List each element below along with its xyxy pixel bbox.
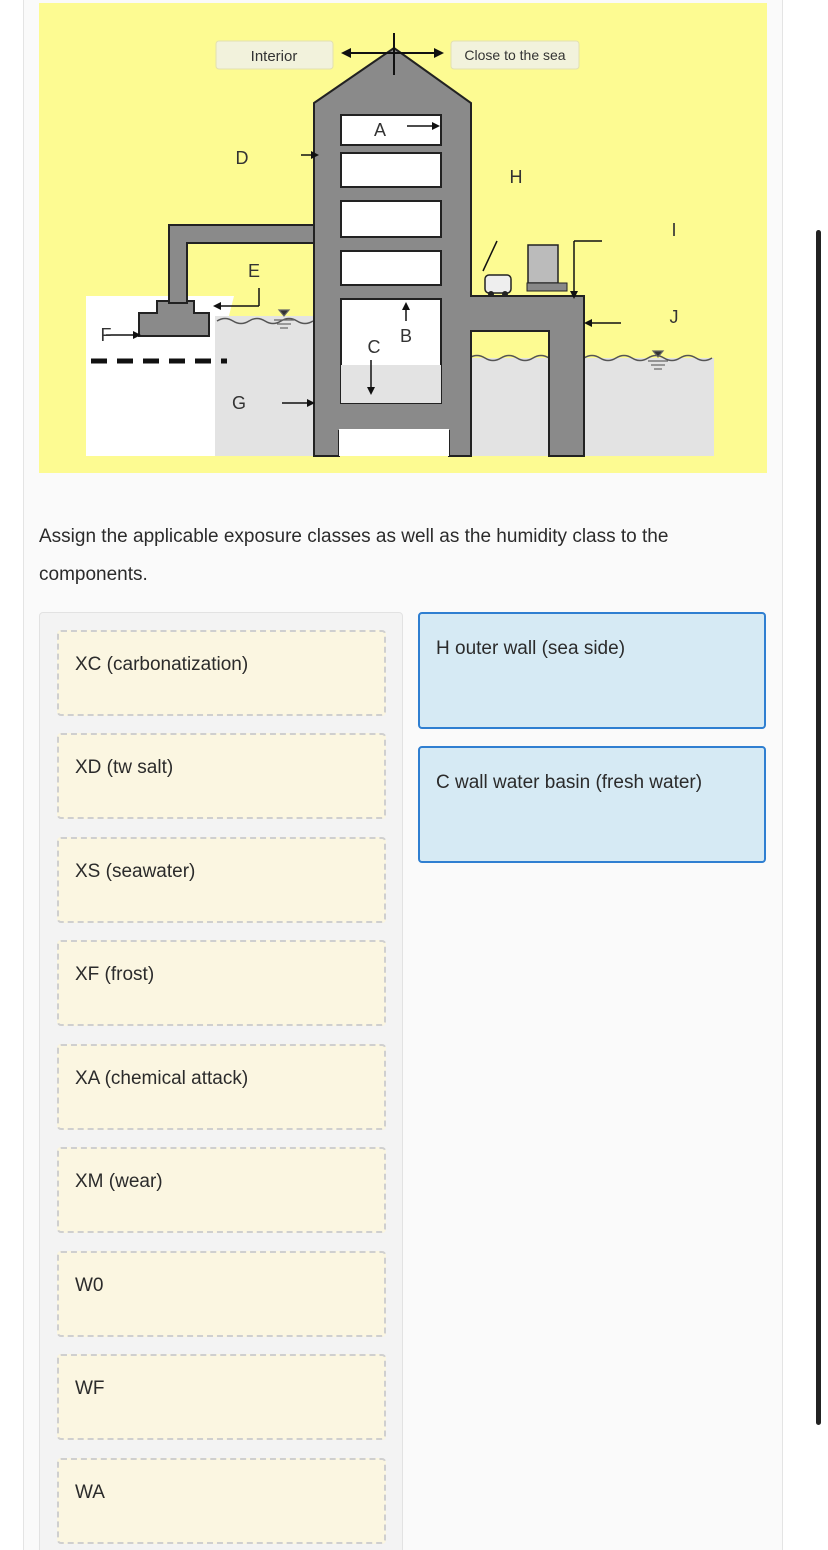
window-a — [341, 115, 441, 145]
water-right — [467, 358, 714, 456]
building-diagram-svg — [39, 3, 767, 473]
drag-item-xm[interactable]: XM (wear) — [57, 1147, 386, 1233]
label-interior: Interior — [250, 48, 298, 65]
label-d: D — [235, 148, 249, 168]
drag-item-xf[interactable]: XF (frost) — [57, 940, 386, 1026]
label-b: B — [399, 326, 413, 346]
drop-target-h-outer-wall[interactable]: H outer wall (sea side) — [418, 612, 766, 729]
label-j: J — [669, 307, 679, 327]
water-left — [215, 316, 315, 456]
drag-item-wf[interactable]: WF — [57, 1354, 386, 1440]
label-c: C — [367, 337, 381, 357]
drag-item-xa[interactable]: XA (chemical attack) — [57, 1044, 386, 1130]
drag-item-xd[interactable]: XD (tw salt) — [57, 733, 386, 819]
label-i: I — [671, 220, 677, 240]
drag-item-xs[interactable]: XS (seawater) — [57, 837, 386, 923]
label-f: F — [100, 325, 112, 345]
label-g: G — [231, 393, 247, 413]
car-icon — [485, 275, 511, 297]
drag-item-wa[interactable]: WA — [57, 1458, 386, 1544]
truck-icon — [527, 245, 567, 291]
drag-item-xc[interactable]: XC (carbonatization) — [57, 630, 386, 716]
label-a: A — [373, 120, 387, 140]
label-h: H — [509, 167, 523, 187]
drag-source-area — [39, 612, 403, 1550]
label-e: E — [247, 261, 261, 281]
connecting-arm — [169, 225, 314, 303]
exposure-diagram — [39, 3, 767, 473]
question-text: Assign the applicable exposure classes as well as the humidity class to the components. — [39, 526, 669, 585]
label-close-to-sea: Close to the sea — [464, 47, 566, 63]
page-scrollbar[interactable] — [816, 230, 821, 1425]
drag-item-w0[interactable]: W0 — [57, 1251, 386, 1337]
drop-target-c-wall-basin[interactable]: C wall water basin (fresh water) — [418, 746, 766, 863]
